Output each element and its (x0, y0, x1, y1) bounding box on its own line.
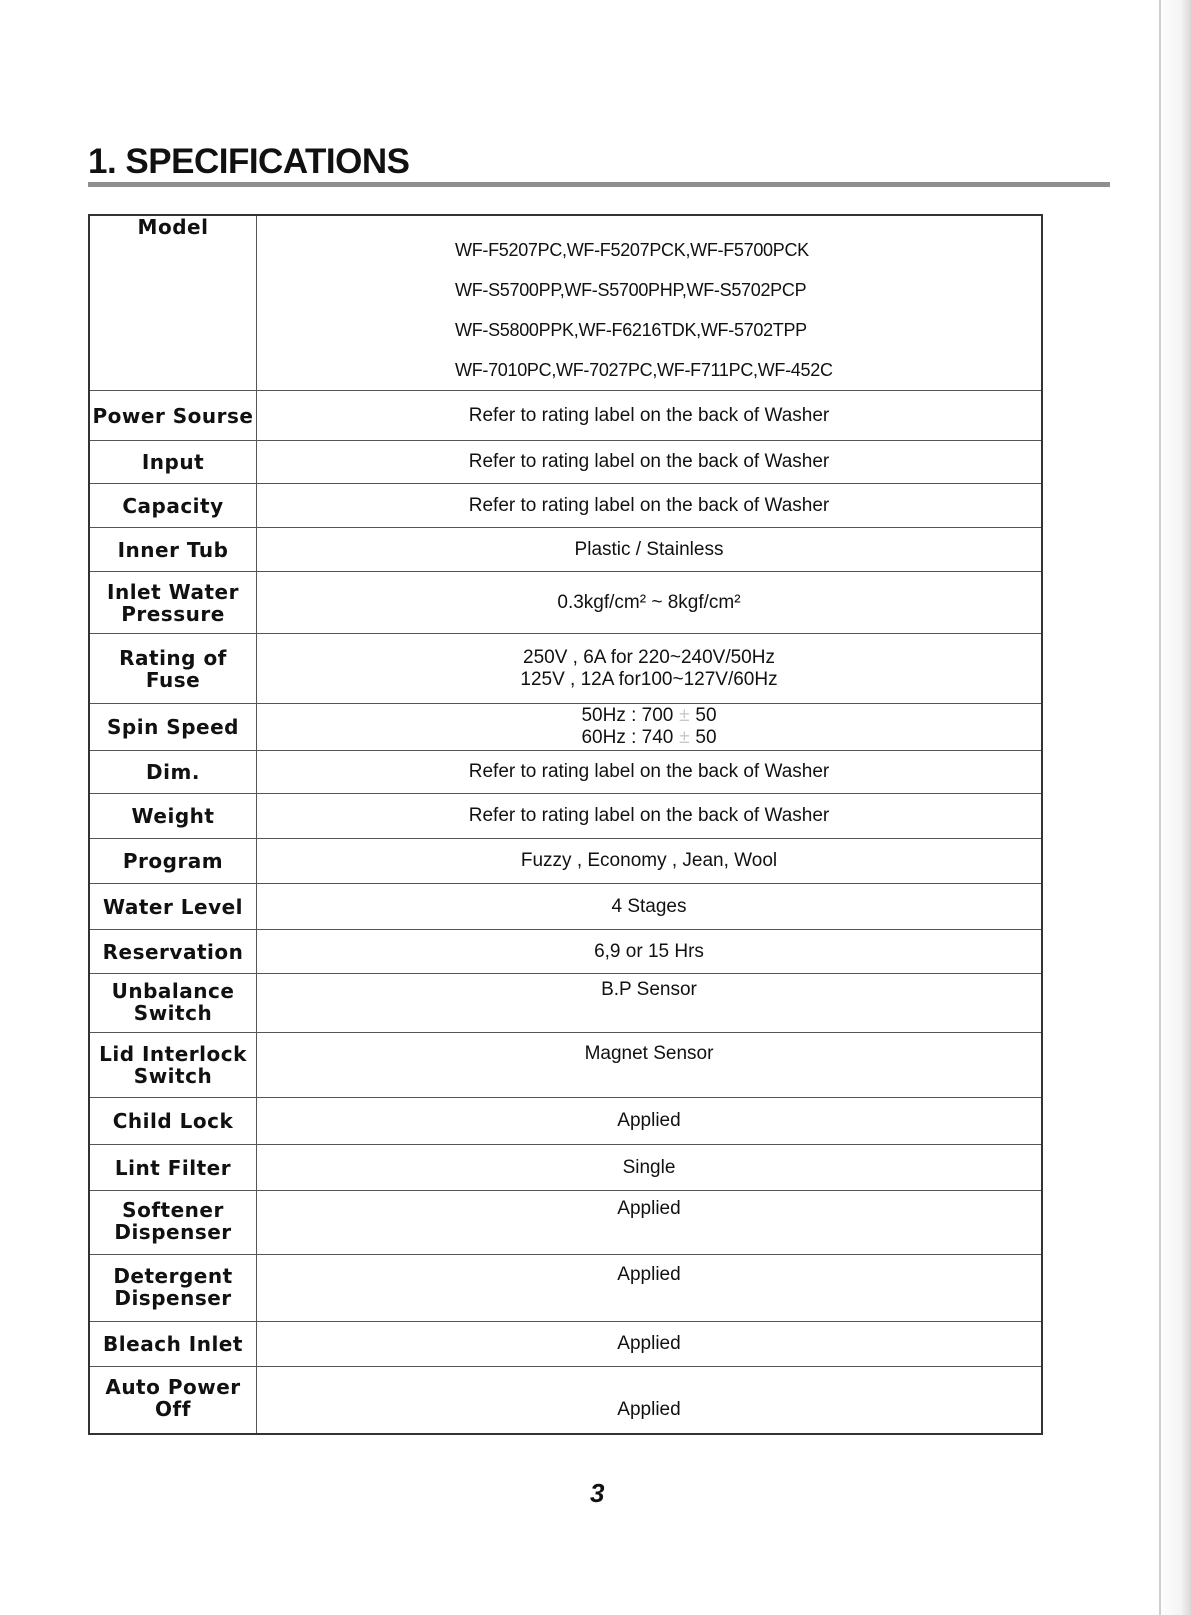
spec-row-unbalance-switch (89, 974, 1042, 1033)
spec-value-lid-interlock-switch: Magnet Sensor (257, 1033, 1043, 1098)
spec-row-softener-dispenser (89, 1191, 1042, 1255)
spec-row-inner-tub (89, 528, 1042, 572)
spec-label-auto-power-off (89, 1367, 257, 1434)
spec-label-dim: Dim. (89, 751, 257, 794)
spec-label-child-lock: Child Lock (89, 1098, 257, 1145)
spin-speed-line (257, 727, 1041, 749)
spec-label-water-level: Water Level (89, 884, 257, 930)
page-right-edge-line (1159, 0, 1161, 1615)
spec-value-spin-speed (257, 704, 1043, 751)
spec-label-softener-dispenser (89, 1191, 257, 1255)
spec-row-model (89, 215, 1042, 391)
spec-row-reservation (89, 930, 1042, 974)
spec-row-spin-speed (89, 704, 1042, 751)
spin-tolerance: 50 (695, 705, 717, 726)
spin-rpm: 700 (641, 705, 674, 726)
spec-label-bleach-inlet: Bleach Inlet (89, 1322, 257, 1367)
spin-tolerance: 50 (695, 727, 717, 748)
spec-row-program (89, 839, 1042, 884)
value-line: 125V , 12A for100~127V/60Hz (520, 668, 778, 690)
spin-freq: 50Hz : (581, 705, 637, 726)
spec-label-input: Input (89, 441, 257, 484)
spec-row-child-lock (89, 1098, 1042, 1145)
label-line: Lid Interlock (99, 1042, 247, 1066)
spec-value-weight: Refer to rating label on the back of Washer (257, 794, 1043, 839)
spec-value-lint-filter: Single (257, 1145, 1043, 1191)
spec-label-lid-interlock-switch (89, 1033, 257, 1098)
spec-row-lid-interlock-switch (89, 1033, 1042, 1098)
spec-label-reservation: Reservation (89, 930, 257, 974)
spec-label-lint-filter: Lint Filter (89, 1145, 257, 1191)
spec-value-capacity: Refer to rating label on the back of Washer (257, 484, 1043, 528)
label-line: Unbalance (111, 979, 235, 1003)
label-line: Auto Power (105, 1375, 241, 1399)
spec-row-power-source (89, 391, 1042, 441)
label-line: Pressure (121, 601, 225, 626)
model-line: WF-F5207PC,WF-F5207PCK,WF-F5700PCK (455, 240, 809, 260)
spec-row-capacity (89, 484, 1042, 528)
spec-value-model (257, 215, 1043, 391)
label-line: Switch (133, 1001, 213, 1025)
spec-label-power-source: Power Sourse (89, 391, 257, 441)
spec-label-program: Program (89, 839, 257, 884)
spec-label-inlet-water-pressure (89, 572, 257, 634)
spec-value-reservation: 6,9 or 15 Hrs (257, 930, 1043, 974)
plus-minus-sign: ± (679, 705, 690, 726)
label-line: Dispenser (114, 1286, 232, 1310)
spin-freq: 60Hz : (581, 727, 637, 748)
spec-label-detergent-dispenser (89, 1255, 257, 1322)
spec-label-inner-tub: Inner Tub (89, 528, 257, 572)
model-line: WF-7010PC,WF-7027PC,WF-F711PC,WF-452C (455, 360, 833, 380)
spec-row-detergent-dispenser (89, 1255, 1042, 1322)
spec-label-model: Model (89, 215, 257, 391)
spec-row-weight (89, 794, 1042, 839)
spec-value-auto-power-off: Applied (257, 1367, 1043, 1434)
spec-value-power-source: Refer to rating label on the back of Washer (257, 391, 1043, 441)
spec-row-water-level (89, 884, 1042, 930)
label-line: Rating of (119, 645, 227, 670)
spec-value-dim: Refer to rating label on the back of Washer (257, 751, 1043, 794)
spec-label-spin-speed: Spin Speed (89, 704, 257, 751)
label-line: Switch (133, 1064, 213, 1088)
spec-row-bleach-inlet (89, 1322, 1042, 1367)
spec-row-rating-of-fuse (89, 634, 1042, 704)
spec-value-bleach-inlet: Applied (257, 1322, 1043, 1367)
spec-value-program: Fuzzy , Economy , Jean, Wool (257, 839, 1043, 884)
spec-value-input: Refer to rating label on the back of Washer (257, 441, 1043, 484)
spec-value-rating-of-fuse (257, 634, 1043, 704)
spec-value-inlet-water-pressure: 0.3kgf/cm² ~ 8kgf/cm² (257, 572, 1043, 634)
spec-value-child-lock: Applied (257, 1098, 1043, 1145)
spec-value-inner-tub: Plastic / Stainless (257, 528, 1043, 572)
spec-value-detergent-dispenser: Applied (257, 1255, 1043, 1322)
spin-speed-line (257, 705, 1041, 727)
label-line: Softener (122, 1198, 224, 1222)
label-line: Detergent (113, 1264, 233, 1288)
spec-row-lint-filter (89, 1145, 1042, 1191)
spec-label-weight: Weight (89, 794, 257, 839)
label-line: Dispenser (114, 1220, 232, 1244)
spec-label-unbalance-switch (89, 974, 257, 1033)
spec-value-unbalance-switch: B.P Sensor (257, 974, 1043, 1033)
spec-row-auto-power-off (89, 1367, 1042, 1434)
label-line: Fuse (145, 667, 201, 692)
title-rule (88, 182, 1110, 187)
value-line: 250V , 6A for 220~240V/50Hz (523, 646, 775, 668)
spec-value-softener-dispenser: Applied (257, 1191, 1043, 1255)
specifications-table (88, 214, 1043, 1435)
model-line: WF-S5700PP,WF-S5700PHP,WF-S5702PCP (455, 280, 807, 300)
page-number: 3 (590, 1478, 605, 1508)
spec-label-capacity: Capacity (89, 484, 257, 528)
model-line: WF-S5800PPK,WF-F6216TDK,WF-5702TPP (455, 320, 807, 340)
spec-value-water-level: 4 Stages (257, 884, 1043, 930)
label-line: Inlet Water (107, 579, 239, 604)
spec-row-dim (89, 751, 1042, 794)
plus-minus-sign: ± (679, 727, 690, 748)
spin-rpm: 740 (641, 727, 674, 748)
page-title: 1. SPECIFICATIONS (88, 142, 410, 181)
spec-row-input (89, 441, 1042, 484)
label-line: Off (155, 1397, 191, 1421)
page-right-edge (1157, 0, 1191, 1615)
spec-label-rating-of-fuse (89, 634, 257, 704)
spec-row-inlet-water-pressure (89, 572, 1042, 634)
